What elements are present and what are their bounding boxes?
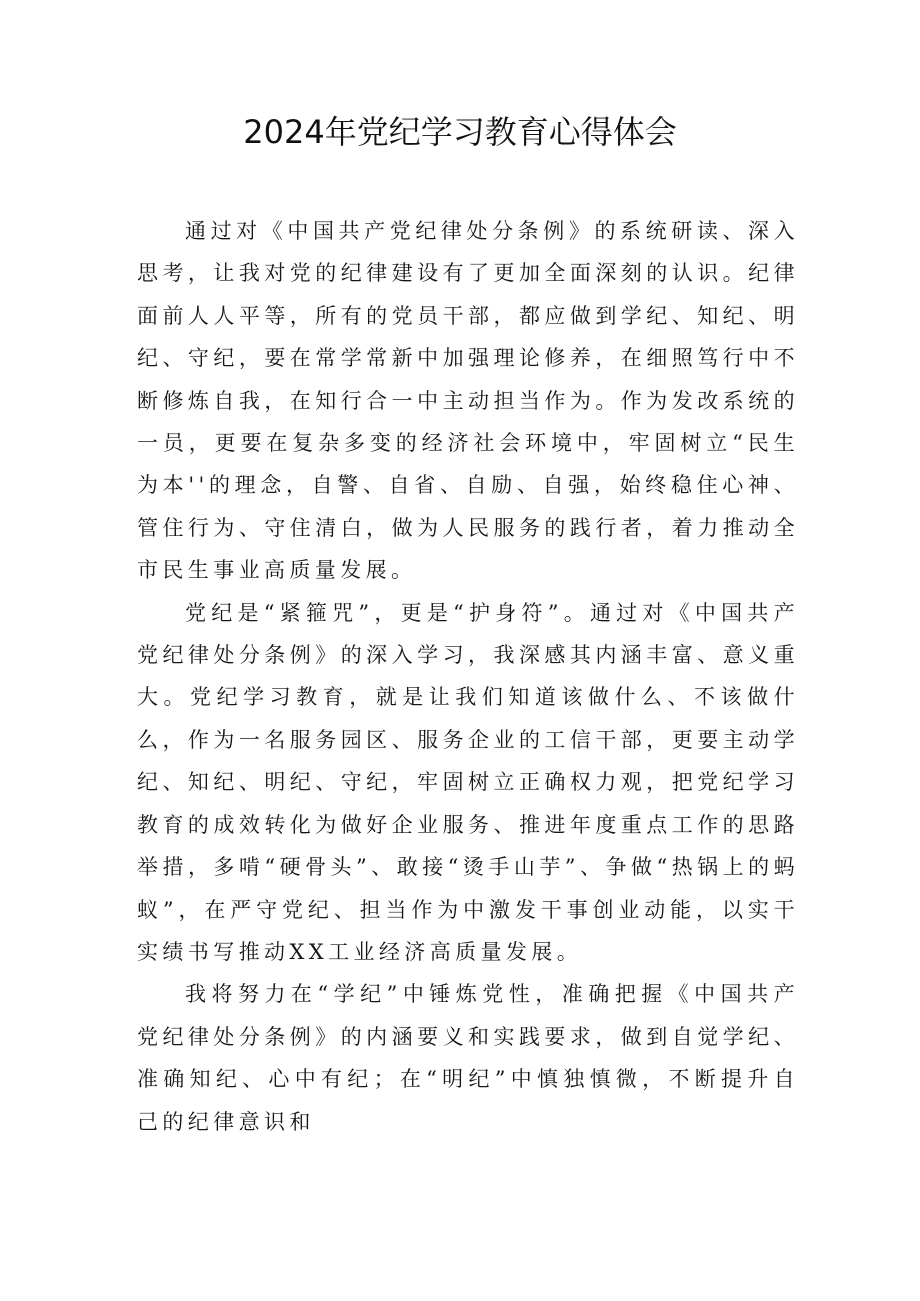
document-body: [137, 210, 799, 1143]
document-title: 2024年党纪学习教育心得体会: [243, 113, 677, 151]
paragraph-3: 我将努力在“学纪”中锤炼党性，准确把握《中国共产党纪律处分条例》的内涵要义和实践要求，做到自觉学纪、准确知纪、心中有纪；在“明纪”中慎独慎微，不断提升自己的纪律意识和: [137, 982, 799, 1134]
paragraph-1: 通过对《中国共产党纪律处分条例》的系统研读、深入思考，让我对党的纪律建设有了更加全面深刻的认识。纪律面前人人平等，所有的党员干部，都应做到学纪、知纪、明纪、守纪，要在常学常新中加强理论修养，在细照笃行中不断修炼自我，在知行合一中主动担当作为。作为发改系统的一员，更要在复杂多变的经济社会环境中，牢固树立“民生为本''的理念，自警、自省、自励、自强，始终稳住心神、管住行为、守住清白，做为人民服务的践行者，着力推动全市民生事业高质量发展。: [137, 219, 799, 583]
paragraph-2: 党纪是“紧箍咒”，更是“护身符”。通过对《中国共产党纪律处分条例》的深入学习，我深感其内涵丰富、意义重大。党纪学习教育，就是让我们知道该做什么、不该做什么，作为一名服务园区、服务企业的工信干部，更要主动学纪、知纪、明纪、守纪，牢固树立正确权力观，把党纪学习教育的成效转化为做好企业服务、推进年度重点工作的思路举措，多啃“硬骨头”、敢接“烫手山芋”、争做“热锅上的蚂蚁”，在严守党纪、担当作为中激发干事创业动能，以实干实绩书写推动XX工业经济高质量发展。: [137, 600, 799, 964]
